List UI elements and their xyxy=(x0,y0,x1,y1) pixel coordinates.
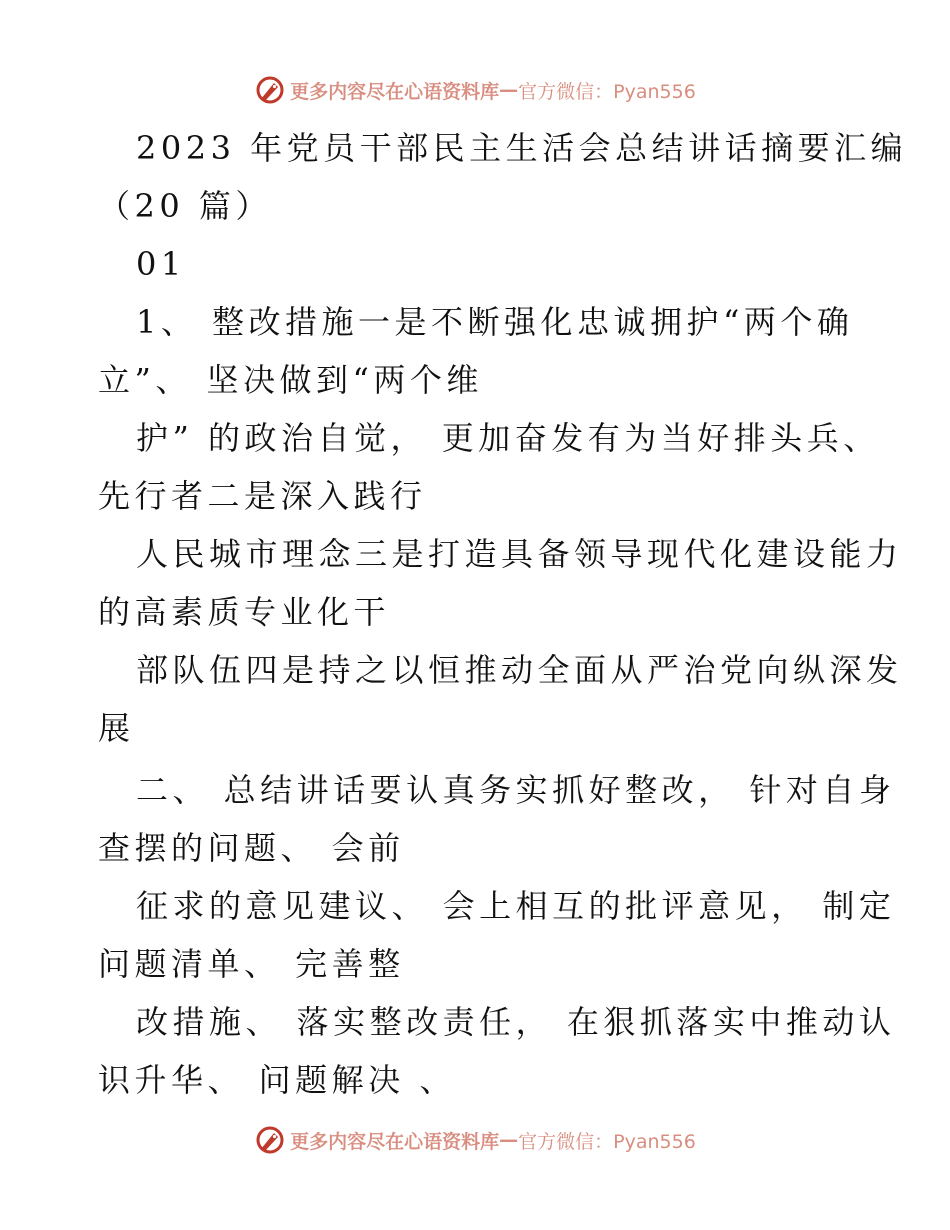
paragraph-line: 先行者二是深入践行 xyxy=(98,477,427,515)
banner-separator: — xyxy=(499,1129,519,1151)
document-title: 2023 年党员干部民主生活会总结讲话摘要汇编 xyxy=(136,129,908,167)
paragraph-line: 立”、 坚决做到“两个维 xyxy=(98,361,483,399)
header-banner xyxy=(0,70,950,110)
paragraph-line: 部队伍四是持之以恒推动全面从严治党向纵深发 xyxy=(136,651,903,689)
paragraph-line: 二、 总结讲话要认真务实抓好整改， 针对自身 xyxy=(136,771,896,809)
paragraph-line: 查摆的问题、 会前 xyxy=(98,829,405,867)
paragraph-line: 1、 整改措施一是不断强化忠诚拥护“两个确 xyxy=(136,303,854,341)
pen-nib-circle-icon xyxy=(254,1124,286,1156)
paragraph-line: 改措施、 落实整改责任， 在狠抓落实中推动认 xyxy=(136,1003,896,1041)
banner-contact: 官方微信：Pyan556 xyxy=(518,1130,696,1153)
banner-text: 更多内容尽在心语资料库 xyxy=(290,1130,500,1153)
paragraph-line: 展 xyxy=(98,709,135,747)
banner-text: 更多内容尽在心语资料库 xyxy=(290,80,500,103)
banner-contact: 官方微信：Pyan556 xyxy=(518,80,696,103)
paragraph-line: 识升华、 问题解决 、 xyxy=(98,1061,456,1099)
document-title-count: （20 篇） xyxy=(98,187,272,225)
paragraph-line: 问题清单、 完善整 xyxy=(98,945,405,983)
paragraph-line: 人民城市理念三是打造具备领导现代化建设能力 xyxy=(136,535,903,573)
footer-banner xyxy=(0,1120,950,1160)
paragraph-line: 的高素质专业化干 xyxy=(98,593,391,631)
banner-separator: — xyxy=(499,79,519,101)
section-number: 01 xyxy=(136,245,186,283)
paragraph-line: 护” 的政治自觉， 更加奋发有为当好排头兵、 xyxy=(136,419,880,457)
pen-nib-circle-icon xyxy=(254,74,286,106)
paragraph-line: 征求的意见建议、 会上相互的批评意见， 制定 xyxy=(136,887,896,925)
